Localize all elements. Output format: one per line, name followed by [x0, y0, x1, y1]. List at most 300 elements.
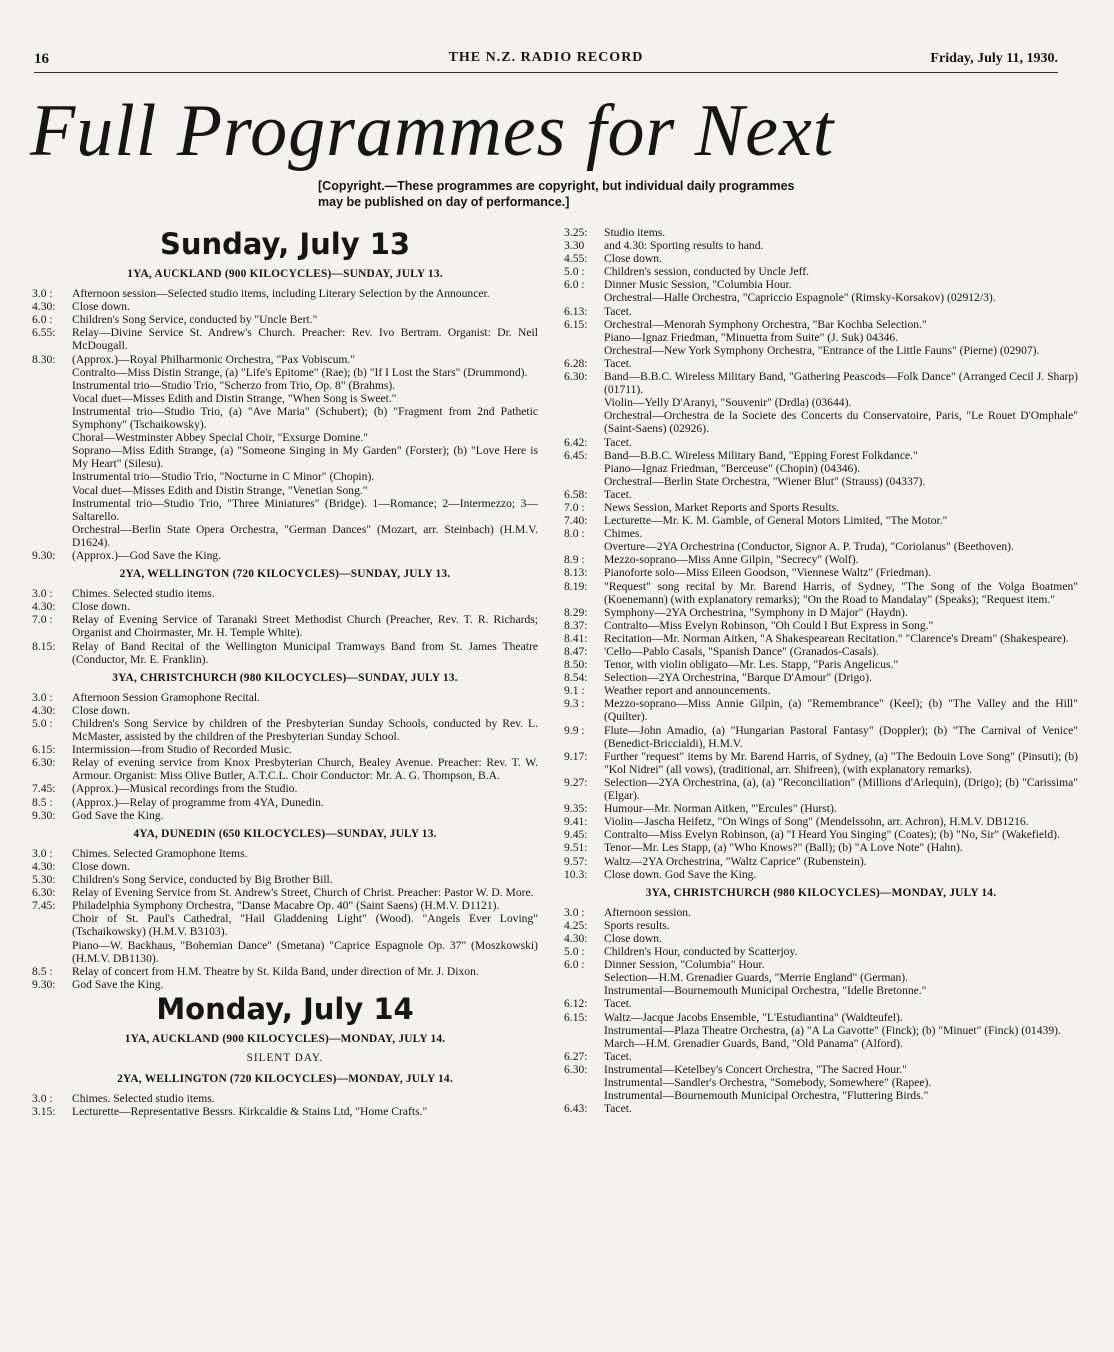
programme-item [564, 1037, 1078, 1050]
programme-item [564, 997, 1078, 1010]
programme-item [32, 640, 538, 666]
programme-item [564, 409, 1078, 435]
item-time [564, 1089, 604, 1102]
programme-item [32, 366, 538, 379]
item-time: 7.0 : [564, 500, 585, 514]
item-text: Orchestral—Menorah Symphony Orchestra, "Bar Kochba Selection." [604, 317, 927, 331]
item-text: Vocal duet—Misses Edith and Distin Strange, "Venetian Song." [72, 483, 368, 497]
item-time: 6.58: [564, 487, 588, 501]
programme-item [564, 331, 1078, 344]
programme-item [564, 606, 1078, 619]
item-time [564, 1076, 604, 1089]
programme-item [32, 300, 538, 313]
programme-item [564, 1050, 1078, 1063]
programme-item [32, 809, 538, 822]
item-time [32, 497, 72, 523]
item-text: God Save the King. [72, 977, 164, 991]
station-heading: 4YA, DUNEDIN (650 KILOCYCLES)—SUNDAY, JULY 13. [133, 827, 437, 840]
item-time: 9.9 : [564, 723, 585, 737]
programme-item [32, 405, 538, 431]
item-text: Humour—Mr. Norman Aitken, "'Ercules" (Hurst). [604, 802, 837, 816]
programme-item [564, 645, 1078, 658]
item-time: 8.9 : [564, 553, 585, 567]
item-text: Contralto—Miss Distin Strange, (a) "Life's Epitome" (Rae); (b) "If I Lost the Stars" (Drummond). [72, 365, 528, 379]
item-text: Intermission—from Studio of Recorded Music. [72, 743, 292, 757]
item-text: "Request" song recital by Mr. Barend Harris, of Sydney, "The Song of the Volga Boatmen" (Koenemann) (with explanatory remarks); "On the Road to Mandalay" (Speaks); "Request item." [604, 579, 1078, 606]
item-text: Band—B.B.C. Wireless Military Band, "Epping Forest Folkdance." [604, 448, 918, 462]
item-text: Instrumental—Bournemouth Municipal Orchestra, "Idelle Bretonne." [604, 984, 927, 998]
programme-item [564, 619, 1078, 632]
item-time: 5.0 : [32, 717, 53, 730]
item-time: 9.1 : [564, 684, 585, 698]
item-text: Relay of concert from H.M. Theatre by St. Kilda Band, under direction of Mr. J. Dixon. [72, 964, 479, 978]
item-time: 6.15: [564, 1010, 588, 1024]
item-time: 9.30: [32, 808, 56, 822]
issue-date: Friday, July 11, 1930. [930, 51, 1058, 66]
programme-item [564, 828, 1078, 841]
item-text: Waltz—Jacque Jacobs Ensemble, "L'Estudiantina" (Waldteufel). [604, 1010, 903, 1024]
item-time: 4.55: [564, 252, 588, 266]
item-time: 8.13: [564, 566, 588, 580]
programme-item [564, 945, 1078, 958]
item-time: 3.30 [564, 239, 585, 253]
item-time: 3.0 : [32, 690, 53, 704]
item-text: Dinner Session, "Columbia" Hour. [604, 958, 765, 972]
programme-item [564, 802, 1078, 815]
item-time: 7.0 : [32, 613, 53, 627]
item-text: Relay of Evening Service of Taranaki Street Methodist Church (Preacher, Rev. T. R. Richards; Organist and Choirmaster, Mr. H. Temple White). [72, 613, 538, 640]
item-text: Close down. [604, 931, 662, 945]
item-text: Tacet. [604, 304, 632, 318]
item-time: 3.0 : [32, 1092, 53, 1106]
item-time [564, 984, 604, 997]
programme-item [564, 344, 1078, 357]
item-time [32, 431, 72, 444]
page-title: Full Programmes for Next [30, 90, 835, 172]
item-text: Instrumental—Plaza Theatre Orchestra, (a) "A La Gavotte" (Finck); (b) "Minuet" (Finck) (01439). [604, 1023, 1061, 1037]
item-text: Contralto—Miss Evelyn Robinson, "Oh Could I But Express in Song." [604, 618, 934, 632]
item-time: 4.30: [32, 703, 56, 717]
item-text: Close down. [72, 859, 130, 873]
item-time: 6.0 : [564, 278, 585, 292]
item-time: 6.12: [564, 997, 588, 1011]
item-text: Children's Song Service, conducted by Big Brother Bill. [72, 873, 333, 887]
item-text: Orchestral—New York Symphony Orchestra, "Entrance of the Little Fauns" (Pierne) (02907). [604, 343, 1040, 357]
item-text: Instrumental—Ketelbey's Concert Orchestra, "The Sacred Hour." [604, 1062, 907, 1076]
item-time [32, 484, 72, 497]
item-time: 3.0 : [32, 846, 53, 860]
programme-item [32, 379, 538, 392]
programme-item [564, 265, 1078, 278]
item-time: 6.13: [564, 304, 588, 318]
programme-item [564, 684, 1078, 697]
programme-item [564, 958, 1078, 971]
programme-item [564, 971, 1078, 984]
item-time: 6.0 : [32, 313, 53, 327]
programme-item [564, 318, 1078, 331]
item-time: 3.25: [564, 226, 588, 239]
item-text: Close down. [72, 300, 130, 314]
item-time: 6.42: [564, 435, 588, 449]
item-time: 8.54: [564, 671, 588, 685]
item-text: Orchestral—Orchestra de la Societe des Concerts du Conservatoire, Paris, "Le Rouet D'Omphale" (Saint-Saens) (02926). [604, 409, 1078, 436]
item-time: 3.0 : [564, 905, 585, 919]
silent-day-note: SILENT DAY. [246, 1051, 324, 1064]
item-time: 5.0 : [564, 945, 585, 959]
item-text: Lecturette—Mr. K. M. Gamble, of General Motors Limited, "The Motor." [604, 514, 948, 528]
programme-item [564, 462, 1078, 475]
item-text: Chimes. Selected studio items. [72, 1092, 215, 1106]
item-time [564, 409, 604, 435]
item-text: Soprano—Miss Edith Strange, (a) "Someone Singing in My Garden" (Forster); (b) "Love Here is My Heart" (Silesu). [72, 444, 538, 471]
item-time [32, 444, 72, 470]
item-text: Tacet. [604, 487, 632, 501]
item-time: 6.30: [32, 886, 56, 900]
item-time [564, 1024, 604, 1037]
programme-item [32, 484, 538, 497]
item-time: 6.30: [32, 756, 56, 770]
item-text: Children's session, conducted by Uncle Jeff. [604, 265, 810, 279]
item-time [32, 379, 72, 392]
item-time: 7.45: [32, 782, 56, 796]
item-time: 9.41: [564, 815, 588, 829]
programme-item [564, 841, 1078, 854]
programme-item [564, 724, 1078, 750]
programme-item [564, 475, 1078, 488]
programme-item [564, 1011, 1078, 1024]
item-text: Sports results. [604, 918, 670, 932]
programme-item [32, 470, 538, 483]
item-text: Band—B.B.C. Wireless Military Band, "Gathering Peascods—Folk Dance" (Arranged Cecil J. Sharp) (01711). [604, 370, 1078, 397]
programme-item [564, 305, 1078, 318]
item-time: 8.47: [564, 645, 588, 658]
item-time [564, 462, 604, 475]
programme-item [564, 252, 1078, 265]
item-text: Instrumental trio—Studio Trio, "Three Miniatures" (Bridge). 1—Romance; 2—Intermezzo; 3—Saltarello. [72, 496, 538, 523]
item-time: 3.0 : [32, 587, 53, 601]
programme-item [564, 514, 1078, 527]
day-heading: Monday, July 14 [156, 991, 414, 1026]
item-text: Selection—2YA Orchestrina, (a), (a) "Reconciliation" (Millions d'Arlequin), (Drigo); (b) "Carissima" (Elgar). [604, 775, 1078, 803]
programme-item [32, 613, 538, 639]
programme-item [564, 527, 1078, 540]
item-text: Orchestral—Halle Orchestra, "Capriccio Espagnole" (Rimsky-Korsakov) (02912/3). [604, 291, 996, 305]
item-text: Pianoforte solo—Miss Eileen Goodson, "Viennese Waltz" (Friedman). [604, 566, 932, 580]
item-text: God Save the King. [72, 808, 164, 822]
item-text: Orchestral—Berlin State Orchestra, "Wiener Blut" (Strauss) (04337). [604, 474, 926, 488]
item-time [32, 392, 72, 405]
item-text: Close down. [72, 600, 130, 614]
station-heading: 1YA, AUCKLAND (900 KILOCYCLES)—MONDAY, JULY 14. [124, 1032, 446, 1045]
item-time [564, 396, 604, 409]
programme-item [32, 756, 538, 782]
programme-item [564, 671, 1078, 684]
item-time: 9.35: [564, 802, 588, 816]
item-time: 4.30: [564, 931, 588, 945]
item-time: 9.30: [32, 977, 56, 991]
programme-item [564, 370, 1078, 396]
item-text: Orchestral—Berlin State Opera Orchestra, "German Dances" (Mozart, arr. Steinbach) (H.M.V. D1624). [72, 522, 538, 549]
item-text: Contralto—Miss Evelyn Robinson, (a) "I Heard You Singing" (Coates); (b) "No, Sir" (Wakefield). [604, 828, 1060, 842]
item-text: Children's Song Service, conducted by "Uncle Bert." [72, 313, 318, 327]
item-text: Relay of Evening Service from St. Andrew's Street, Church of Christ. Preacher: Pastor W. D. More. [72, 886, 534, 900]
item-time: 9.30: [32, 548, 56, 562]
item-time: 8.19: [564, 579, 588, 593]
item-text: Vocal duet—Misses Edith and Distin Strange, "When Song is Sweet." [72, 391, 397, 405]
item-time [32, 366, 72, 379]
item-time: 6.28: [564, 356, 588, 370]
item-time [32, 523, 72, 549]
item-text: Children's Song Service by children of the Presbyterian Sunday Schools, conducted by Rev. L. McMaster, assisted by the children of the Presbyterian Sunday School. [72, 717, 538, 744]
programme-item [564, 291, 1078, 304]
programme-item [564, 932, 1078, 945]
item-text: Piano—Ignaz Friedman, "Berceuse" (Chopin) (04346). [604, 461, 861, 475]
programme-item [564, 984, 1078, 997]
item-text: Close down. [72, 703, 130, 717]
item-text: Studio items. [604, 226, 666, 239]
station-heading: 3YA, CHRISTCHURCH (980 KILOCYCLES)—SUNDAY, JULY 13. [112, 671, 458, 684]
item-text: Tacet. [604, 435, 632, 449]
item-time: 6.15: [32, 743, 56, 757]
item-time: 4.30: [32, 600, 56, 614]
programme-item [32, 704, 538, 717]
programme-item [32, 717, 538, 743]
item-time [32, 405, 72, 431]
item-text: Mezzo-soprano—Miss Anne Gilpin, "Secrecy" (Wolf). [604, 553, 859, 567]
programme-item [32, 886, 538, 899]
item-time [564, 971, 604, 984]
station-heading: 3YA, CHRISTCHURCH (980 KILOCYCLES)—MONDAY, JULY 14. [645, 886, 997, 899]
item-time: 8.29: [564, 605, 588, 619]
item-time: 4.30: [32, 859, 56, 873]
station-heading: 1YA, AUCKLAND (900 KILOCYCLES)—SUNDAY, JULY 13. [127, 268, 443, 280]
item-text: Piano—Ignaz Friedman, "Minuetta from Suite" (J. Suk) 04346. [604, 330, 899, 344]
programme-item [32, 939, 538, 965]
item-text: Choral—Westminster Abbey Special Choir, "Exsurge Domine." [72, 431, 369, 445]
programme-item [32, 899, 538, 912]
item-time [32, 470, 72, 483]
programme-item [564, 855, 1078, 868]
item-text: Recitation—Mr. Norman Aitken, "A Shakespearean Recitation." "Clarence's Dream" (Shakespeare). [604, 631, 1069, 645]
item-text: Chimes. Selected studio items. [72, 587, 215, 601]
programme-item [564, 868, 1078, 881]
item-text: Selection—H.M. Grenadier Guards, "Merrie England" (German). [604, 971, 909, 985]
programme-item [564, 750, 1078, 776]
programme-item [564, 658, 1078, 671]
item-time: 6.0 : [564, 958, 585, 972]
item-time: 8.0 : [564, 527, 585, 541]
item-text: Selection—2YA Orchestrina, "Barque D'Amour" (Drigo). [604, 671, 872, 685]
item-time: 8.5 : [32, 964, 53, 978]
item-time [564, 291, 604, 304]
item-text: News Session, Market Reports and Sports Results. [604, 500, 840, 514]
item-text: Close down. [604, 252, 662, 266]
station-heading: 2YA, WELLINGTON (720 KILOCYCLES)—MONDAY, JULY 14. [117, 1073, 453, 1086]
item-text: Instrumental trio—Studio Trio, (a) "Ave Maria" (Schubert); (b) "Fragment from 2nd Pathetic Symphony" (Tschaikowsky). [72, 404, 538, 432]
item-text: Mezzo-soprano—Miss Annie Gilpin, (a) "Remembrance" (Keel); (b) "The Valley and the Hill" (Quilter). [604, 697, 1078, 724]
item-text: Tacet. [604, 997, 632, 1011]
programme-item [564, 815, 1078, 828]
item-text: (Approx.)—Musical recordings from the Studio. [72, 782, 298, 796]
programme-item [564, 1024, 1078, 1037]
item-text: (Approx.)—God Save the King. [72, 548, 222, 562]
item-text: Violin—Jascha Heifetz, "On Wings of Song" (Mendelssohn, arr. Achron), H.M.V. DB1216. [604, 815, 1029, 829]
item-time: 8.15: [32, 639, 56, 653]
item-text: (Approx.)—Relay of programme from 4YA, Dunedin. [72, 795, 324, 809]
item-time: 6.27: [564, 1049, 588, 1063]
programme-item [32, 743, 538, 756]
item-text: 'Cello—Pablo Casals, "Spanish Dance" (Granados-Casals). [604, 645, 879, 658]
item-time: 10.3: [564, 867, 588, 881]
item-text: Philadelphia Symphony Orchestra, "Danse Macabre Op. 40" (Saint Saens) (H.M.V. D1121). [72, 899, 500, 913]
item-time: 5.30: [32, 873, 56, 887]
item-time: 9.45: [564, 828, 588, 842]
item-text: Relay of evening service from Knox Presbyterian Church, Bealey Avenue. Preacher: Rev. T. W. Armour. Organist: Miss Olive Butler, A.T.C.L. Choir Conductor: Mr. A. G. Thompson, B.A. [72, 756, 538, 783]
programme-item [564, 226, 1078, 239]
programme-item [32, 782, 538, 795]
item-time: 6.30: [564, 370, 588, 384]
day-heading: Sunday, July 13 [159, 227, 411, 261]
item-text: Instrumental—Sandler's Orchestra, "Somebody, Somewhere" (Rapee). [604, 1076, 932, 1089]
item-time: 7.40: [564, 514, 588, 528]
item-time: 6.43: [564, 1102, 588, 1116]
programme-item [564, 906, 1078, 919]
programme-item [564, 396, 1078, 409]
item-time: 9.57: [564, 854, 588, 868]
item-text: Relay—Divine Service St. Andrew's Church. Preacher: Rev. Ivo Bertram. Organist: Dr. Neil McDougall. [72, 326, 538, 353]
item-time: 3.0 : [32, 287, 53, 301]
item-text: Tenor, with violin obligato—Mr. Les. Stapp, "Paris Angelicus." [604, 658, 899, 672]
programme-item [564, 580, 1078, 606]
programme-item [32, 691, 538, 704]
item-text: Instrumental trio—Studio Trio, "Scherzo from Trio, Op. 8" (Brahms). [72, 378, 396, 392]
programme-item [32, 497, 538, 523]
station-heading: 2YA, WELLINGTON (720 KILOCYCLES)—SUNDAY, JULY 13. [119, 568, 451, 581]
item-time: 6.15: [564, 317, 588, 331]
item-time [564, 475, 604, 488]
item-time: 9.17: [564, 749, 588, 763]
programme-item [564, 357, 1078, 370]
programme-item [32, 523, 538, 549]
item-time [32, 939, 72, 965]
programme-item [564, 239, 1078, 252]
programme-item [564, 1076, 1078, 1089]
item-text: Lecturette—Representative Bessrs. Kirkcaldie & Stains Ltd, "Home Crafts." [72, 1105, 428, 1119]
item-time: 6.45: [564, 448, 588, 462]
item-time [564, 331, 604, 344]
item-time: 6.55: [32, 326, 56, 340]
programme-item [564, 436, 1078, 449]
item-time: 8.37: [564, 618, 588, 632]
item-text: Children's Hour, conducted by Scatterjoy. [604, 945, 798, 959]
item-text: Weather report and announcements. [604, 684, 771, 698]
item-time: 4.25: [564, 918, 588, 932]
programme-item [32, 847, 538, 860]
item-text: Dinner Music Session, "Columbia Hour. [604, 278, 792, 292]
programme-item [32, 313, 538, 326]
programme-item [564, 1102, 1078, 1115]
programme-item [32, 600, 538, 613]
item-text: Afternoon session—Selected studio items, including Literary Selection by the Announcer. [72, 287, 490, 301]
programme-item [32, 978, 538, 991]
programme-item [564, 1089, 1078, 1102]
item-time: 8.41: [564, 631, 588, 645]
programme-item [32, 392, 538, 405]
item-time [32, 912, 72, 938]
programme-item [32, 1105, 538, 1118]
programme-item [564, 449, 1078, 462]
programme-item [564, 776, 1078, 802]
programme-item [564, 1063, 1078, 1076]
programme-item [564, 488, 1078, 501]
programme-item [32, 965, 538, 978]
item-text: Chimes. Selected Gramophone Items. [72, 846, 248, 860]
item-time: 3.15: [32, 1105, 56, 1119]
programme-item [32, 1092, 538, 1105]
programme-item [32, 860, 538, 873]
item-text: March—H.M. Grenadier Guards, Band, "Old Panama" (Alford). [604, 1036, 903, 1050]
item-text: Afternoon Session Gramophone Recital. [72, 690, 261, 704]
right-column [564, 226, 1078, 1115]
item-text: Piano—W. Backhaus, "Bohemian Dance" (Smetana) "Caprice Espagnole Op. 37" (Moszkowski) (H.M.V. DB1130). [72, 938, 538, 965]
left-column [32, 226, 538, 1118]
programme-item [32, 431, 538, 444]
item-text: Relay of Band Recital of the Wellington Municipal Tramways Band from St. James Theatre (Conductor, Mr. E. Franklin). [72, 639, 538, 666]
item-time: 8.30: [32, 352, 56, 366]
programme-item [32, 873, 538, 886]
copyright-notice: [Copyright.—These programmes are copyright, but individual daily programmes may be published on day of performance.] [318, 179, 795, 209]
programme-item [564, 697, 1078, 723]
item-text: (Approx.)—Royal Philharmonic Orchestra, "Pax Vobiscum." [72, 352, 356, 366]
programme-item [564, 540, 1078, 553]
programme-item [564, 632, 1078, 645]
item-text: Instrumental trio—Studio Trio, "Nocturne in C Minor" (Chopin). [72, 470, 375, 484]
item-text: Tacet. [604, 356, 632, 370]
item-time: 9.27: [564, 775, 588, 789]
item-time: 8.50: [564, 658, 588, 672]
programme-item [564, 278, 1078, 291]
item-text: Instrumental—Bournemouth Municipal Orchestra, "Fluttering Birds." [604, 1089, 929, 1103]
item-text: Afternoon session. [604, 905, 691, 919]
programme-item [32, 326, 538, 352]
programme-item [32, 796, 538, 809]
programme-item [32, 912, 538, 938]
item-time [564, 1037, 604, 1050]
item-text: Choir of St. Paul's Cathedral, "Hail Gladdening Light" (Wood). "Angels Ever Loving" (Tschaikowsky) (H.M.V. B3103). [72, 912, 538, 939]
programme-item [564, 919, 1078, 932]
item-text: Tenor—Mr. Les Stapp, (a) "Who Knows?" (Ball); (b) "A Love Note" (Hahn). [604, 841, 963, 855]
item-text: Waltz—2YA Orchestrina, "Waltz Caprice" (Rubenstein). [604, 854, 867, 868]
programme-item [32, 549, 538, 562]
item-text: Flute—John Amadio, (a) "Hungarian Pastoral Fantasy" (Doppler); (b) "The Carnival of Venice" (Benedict-Briccialdi), H.M.V. [604, 723, 1078, 750]
item-text: Close down. God Save the King. [604, 867, 757, 881]
item-text: Violin—Yelly D'Aranyi, "Souvenir" (Drdla) (03644). [604, 396, 852, 410]
item-time: 9.3 : [564, 697, 585, 711]
item-text: and 4.30: Sporting results to hand. [604, 239, 764, 253]
item-text: Symphony—2YA Orchestrina, "Symphony in D Major" (Haydn). [604, 605, 908, 619]
page-number: 16 [34, 51, 49, 67]
masthead: THE N.Z. RADIO RECORD [448, 50, 644, 65]
programme-item [564, 501, 1078, 514]
programme-item [32, 587, 538, 600]
programme-item [564, 553, 1078, 566]
item-time [564, 344, 604, 357]
programme-item [32, 444, 538, 470]
item-time: 5.0 : [564, 265, 585, 279]
item-time: 6.30: [564, 1062, 588, 1076]
item-text: Further "request" items by Mr. Barend Harris, of Sydney, (a) "The Bedouin Love Song" (Pinsuti); (b) "Kol Nidrei" (all vows), (traditional, arr. Shifreen), (with explanatory remarks). [604, 749, 1078, 776]
item-text: Tacet. [604, 1102, 632, 1116]
